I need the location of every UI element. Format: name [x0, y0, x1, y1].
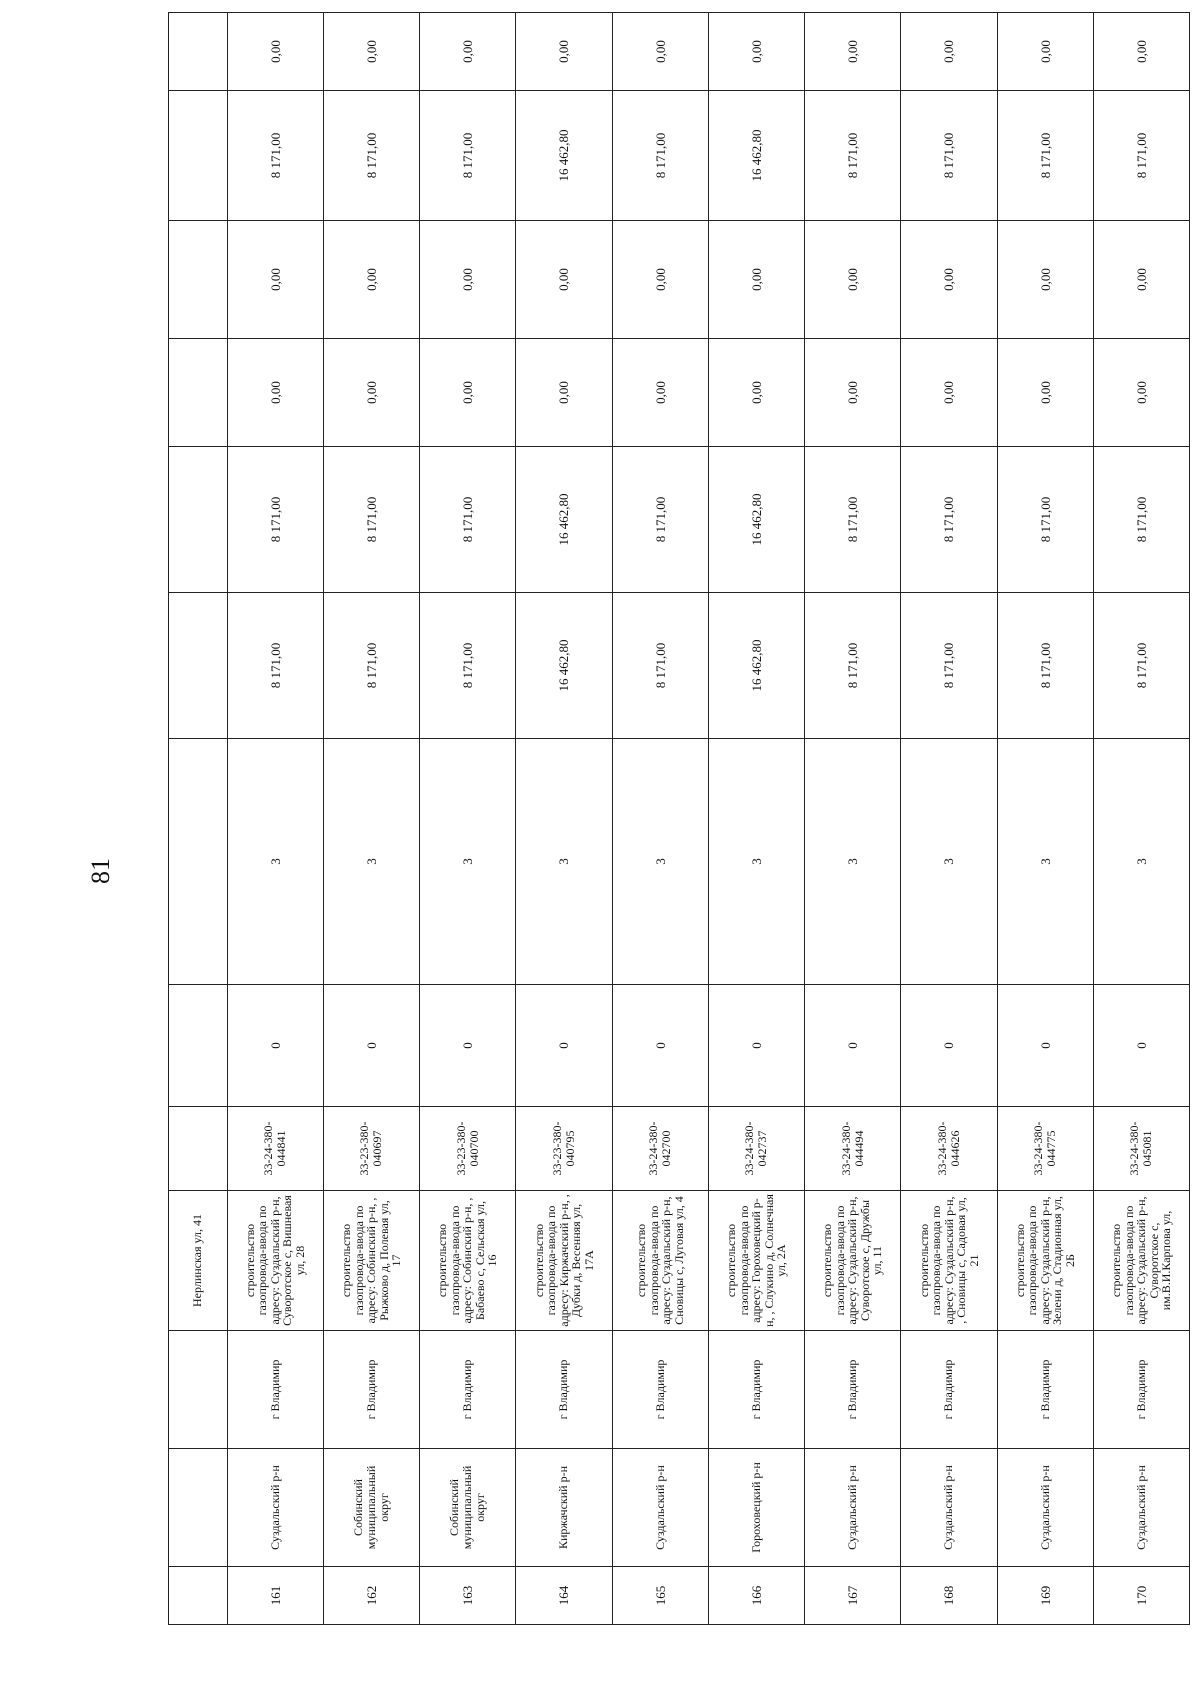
- cell-amount-4: 0,00: [805, 221, 901, 339]
- cell-amount-5: 16 462,80: [708, 91, 804, 221]
- cell-code: 33-24-380-042737: [708, 1107, 804, 1191]
- cell-amount-1: 16 462,80: [516, 593, 612, 739]
- cell-amount-2: 8 171,00: [805, 447, 901, 593]
- cell-district: Суздальский р-н: [997, 1449, 1093, 1567]
- table-row: [708, 13, 804, 1625]
- cell-district: Собинский муниципальный округ: [323, 1449, 419, 1567]
- cell-amount-5: 8 171,00: [997, 91, 1093, 221]
- cell-zero: 0: [612, 985, 708, 1107]
- cell-empty: [169, 221, 228, 339]
- cell-city: г Владимир: [1093, 1331, 1189, 1449]
- cell-zero: 0: [805, 985, 901, 1107]
- cell-type: 3: [420, 739, 516, 985]
- cell-amount-1: 8 171,00: [323, 593, 419, 739]
- cell-amount-2: 8 171,00: [1093, 447, 1189, 593]
- cell-city: г Владимир: [516, 1331, 612, 1449]
- cell-amount-3: 0,00: [805, 339, 901, 447]
- cell-partial-address: Нерлинская ул, 41: [169, 1191, 228, 1331]
- cell-amount-5: 8 171,00: [1093, 91, 1189, 221]
- page-number: 81: [86, 858, 115, 884]
- cell-city: г Владимир: [708, 1331, 804, 1449]
- cell-amount-4: 0,00: [612, 221, 708, 339]
- cell-amount-4: 0,00: [1093, 221, 1189, 339]
- cell-city: г Владимир: [805, 1331, 901, 1449]
- cell-address: строительство газопровода-ввода по адресу: Суздальский р-н, Зелени д, Стадионная ул, 2Б: [997, 1191, 1093, 1331]
- cell-type: 3: [227, 739, 323, 985]
- cell-amount-5: 8 171,00: [612, 91, 708, 221]
- table-row: [805, 13, 901, 1625]
- cell-empty: [169, 1331, 228, 1449]
- cell-amount-6: 0,00: [420, 13, 516, 91]
- cell-empty: [169, 447, 228, 593]
- cell-district: Суздальский р-н: [805, 1449, 901, 1567]
- cell-amount-2: 16 462,80: [708, 447, 804, 593]
- cell-empty: [169, 1449, 228, 1567]
- cell-code: 33-23-380-040700: [420, 1107, 516, 1191]
- cell-amount-1: 8 171,00: [1093, 593, 1189, 739]
- cell-empty: [169, 91, 228, 221]
- cell-row-number: 161: [227, 1567, 323, 1625]
- cell-amount-6: 0,00: [1093, 13, 1189, 91]
- cell-empty: [169, 339, 228, 447]
- cell-amount-4: 0,00: [420, 221, 516, 339]
- cell-empty: [169, 1107, 228, 1191]
- cell-address: строительство газопровода-ввода по адресу: Суздальский р-н, Суворотское с, Дружбы ул, 11: [805, 1191, 901, 1331]
- cell-amount-6: 0,00: [516, 13, 612, 91]
- cell-zero: 0: [1093, 985, 1189, 1107]
- table-row: [612, 13, 708, 1625]
- cell-address: строительство газопровода-ввода по адресу: Киржачский р-н, , Дубки д, Весенняя ул, 17А: [516, 1191, 612, 1331]
- cell-zero: 0: [708, 985, 804, 1107]
- table-frame: [168, 40, 1190, 1625]
- cell-city: г Владимир: [420, 1331, 516, 1449]
- cell-city: г Владимир: [612, 1331, 708, 1449]
- cell-type: 3: [901, 739, 997, 985]
- cell-address: строительство газопровода-ввода по адресу: Суздальский р-н, , Сновицы с, Садовая ул, 21: [901, 1191, 997, 1331]
- cell-code: 33-24-380-044494: [805, 1107, 901, 1191]
- table-row: [516, 13, 612, 1625]
- cell-row-number: 168: [901, 1567, 997, 1625]
- cell-zero: 0: [323, 985, 419, 1107]
- table-row: [997, 13, 1093, 1625]
- cell-row-number: 169: [997, 1567, 1093, 1625]
- top-row: [169, 13, 228, 1625]
- cell-city: г Владимир: [997, 1331, 1093, 1449]
- cell-amount-5: 8 171,00: [420, 91, 516, 221]
- cell-amount-4: 0,00: [997, 221, 1093, 339]
- cell-zero: 0: [227, 985, 323, 1107]
- cell-address: строительство газопровода-ввода по адресу: Суздальский р-н, Сновицы с, Луговая ул, 4: [612, 1191, 708, 1331]
- cell-amount-4: 0,00: [516, 221, 612, 339]
- cell-amount-1: 8 171,00: [997, 593, 1093, 739]
- table-row: [901, 13, 997, 1625]
- cell-amount-1: 8 171,00: [612, 593, 708, 739]
- cell-code: 33-24-380-042700: [612, 1107, 708, 1191]
- cell-amount-1: 16 462,80: [708, 593, 804, 739]
- cell-amount-2: 8 171,00: [901, 447, 997, 593]
- cell-amount-5: 8 171,00: [805, 91, 901, 221]
- cell-empty: [169, 739, 228, 985]
- cell-code: 33-24-380-045081: [1093, 1107, 1189, 1191]
- cell-amount-1: 8 171,00: [901, 593, 997, 739]
- cell-amount-5: 8 171,00: [901, 91, 997, 221]
- cell-amount-2: 16 462,80: [516, 447, 612, 593]
- cell-code: 33-23-380-040795: [516, 1107, 612, 1191]
- cell-amount-3: 0,00: [420, 339, 516, 447]
- cell-amount-2: 8 171,00: [612, 447, 708, 593]
- cell-empty: [169, 985, 228, 1107]
- cell-amount-4: 0,00: [227, 221, 323, 339]
- cell-row-number: 170: [1093, 1567, 1189, 1625]
- table-row: [420, 13, 516, 1625]
- cell-amount-6: 0,00: [708, 13, 804, 91]
- cell-row-number: 166: [708, 1567, 804, 1625]
- cell-amount-5: 8 171,00: [323, 91, 419, 221]
- cell-amount-3: 0,00: [708, 339, 804, 447]
- cell-empty: [169, 1567, 228, 1625]
- cell-code: 33-23-380-040697: [323, 1107, 419, 1191]
- cell-address: строительство газопровода-ввода по адресу: Собинский р-н, , Рыжково д, Полевая ул, 17: [323, 1191, 419, 1331]
- cell-district: Киржачский р-н: [516, 1449, 612, 1567]
- cell-amount-3: 0,00: [516, 339, 612, 447]
- cell-district: Суздальский р-н: [227, 1449, 323, 1567]
- table-row: [323, 13, 419, 1625]
- cell-amount-1: 8 171,00: [227, 593, 323, 739]
- cell-amount-3: 0,00: [323, 339, 419, 447]
- cell-row-number: 163: [420, 1567, 516, 1625]
- cell-type: 3: [708, 739, 804, 985]
- cell-type: 3: [997, 739, 1093, 985]
- cell-amount-3: 0,00: [1093, 339, 1189, 447]
- cell-empty: [169, 13, 228, 91]
- data-table: [168, 12, 1190, 1625]
- cell-type: 3: [805, 739, 901, 985]
- cell-row-number: 164: [516, 1567, 612, 1625]
- cell-district: Собинский муниципальный округ: [420, 1449, 516, 1567]
- table-row: [227, 13, 323, 1625]
- cell-amount-6: 0,00: [901, 13, 997, 91]
- cell-amount-6: 0,00: [997, 13, 1093, 91]
- cell-amount-2: 8 171,00: [997, 447, 1093, 593]
- cell-amount-3: 0,00: [901, 339, 997, 447]
- cell-row-number: 162: [323, 1567, 419, 1625]
- cell-address: строительство газопровода-ввода по адресу: Суздальский р-н, Суворотское с, Вишневая ул, 28: [227, 1191, 323, 1331]
- cell-row-number: 165: [612, 1567, 708, 1625]
- cell-amount-2: 8 171,00: [227, 447, 323, 593]
- cell-amount-3: 0,00: [227, 339, 323, 447]
- cell-type: 3: [323, 739, 419, 985]
- cell-empty: [169, 593, 228, 739]
- cell-amount-6: 0,00: [612, 13, 708, 91]
- cell-address: строительство газопровода-ввода по адресу: Собинский р-н, , Бабаево с, Сельская ул, 16: [420, 1191, 516, 1331]
- cell-code: 33-24-380-044775: [997, 1107, 1093, 1191]
- cell-code: 33-24-380-044841: [227, 1107, 323, 1191]
- cell-amount-4: 0,00: [901, 221, 997, 339]
- cell-address: строительство газопровода-ввода по адресу: Гороховецкий р-н, , Слукино д, Солнечная ул, 2А: [708, 1191, 804, 1331]
- cell-amount-3: 0,00: [612, 339, 708, 447]
- cell-amount-6: 0,00: [227, 13, 323, 91]
- cell-amount-2: 8 171,00: [323, 447, 419, 593]
- cell-zero: 0: [997, 985, 1093, 1107]
- cell-amount-6: 0,00: [805, 13, 901, 91]
- cell-district: Суздальский р-н: [612, 1449, 708, 1567]
- cell-type: 3: [612, 739, 708, 985]
- cell-district: Гороховецкий р-н: [708, 1449, 804, 1567]
- cell-city: г Владимир: [901, 1331, 997, 1449]
- cell-district: Суздальский р-н: [1093, 1449, 1189, 1567]
- table-row: [1093, 13, 1189, 1625]
- cell-amount-6: 0,00: [323, 13, 419, 91]
- cell-row-number: 167: [805, 1567, 901, 1625]
- cell-amount-5: 16 462,80: [516, 91, 612, 221]
- cell-code: 33-24-380-044626: [901, 1107, 997, 1191]
- cell-amount-4: 0,00: [708, 221, 804, 339]
- cell-amount-5: 8 171,00: [227, 91, 323, 221]
- cell-zero: 0: [516, 985, 612, 1107]
- cell-city: г Владимир: [323, 1331, 419, 1449]
- cell-amount-2: 8 171,00: [420, 447, 516, 593]
- cell-amount-1: 8 171,00: [420, 593, 516, 739]
- cell-zero: 0: [420, 985, 516, 1107]
- cell-type: 3: [1093, 739, 1189, 985]
- cell-address: строительство газопровода-ввода по адресу: Суздальский р-н, Суворотское с, им.В.И.Карпова ул,: [1093, 1191, 1189, 1331]
- cell-amount-4: 0,00: [323, 221, 419, 339]
- cell-zero: 0: [901, 985, 997, 1107]
- cell-district: Суздальский р-н: [901, 1449, 997, 1567]
- cell-city: г Владимир: [227, 1331, 323, 1449]
- cell-amount-3: 0,00: [997, 339, 1093, 447]
- cell-amount-1: 8 171,00: [805, 593, 901, 739]
- cell-type: 3: [516, 739, 612, 985]
